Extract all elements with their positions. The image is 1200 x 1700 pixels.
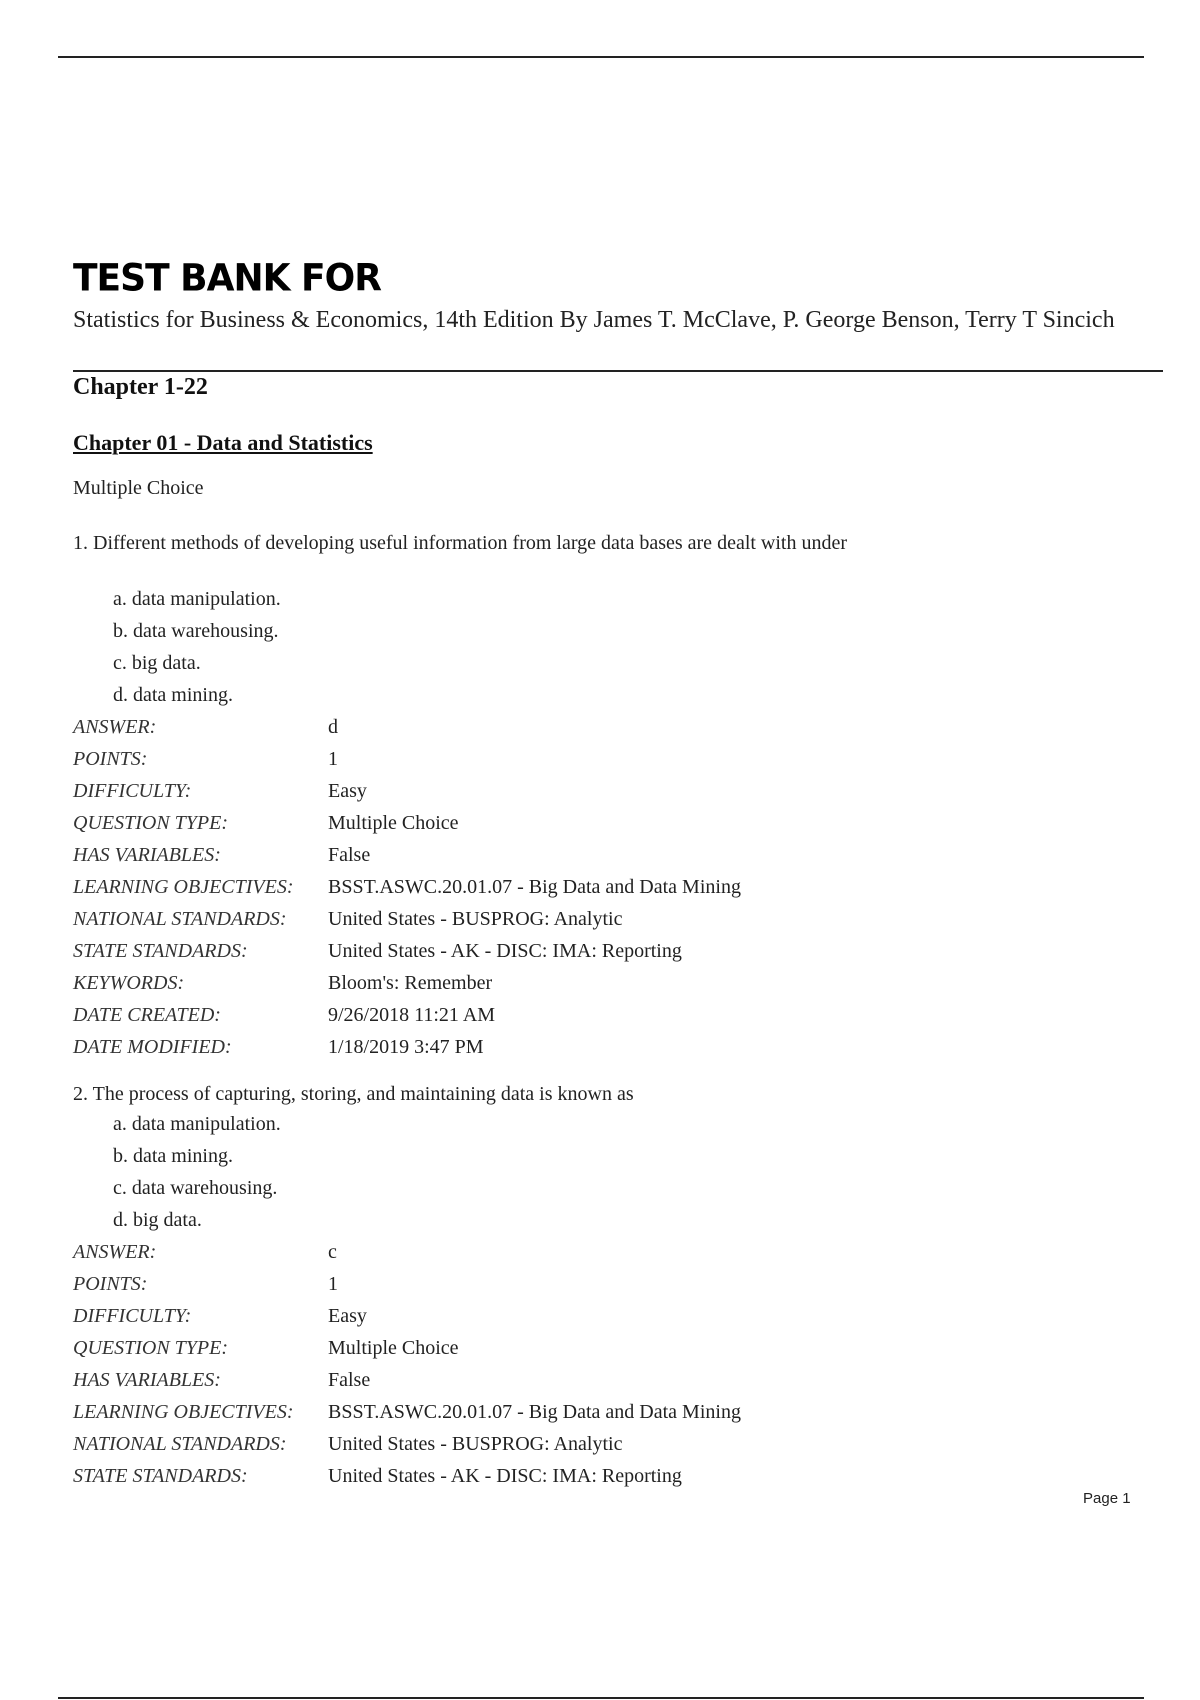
meta-value: 1/18/2019 3:47 PM	[328, 1035, 484, 1058]
meta-value: c	[328, 1240, 337, 1263]
meta-value: Easy	[328, 1304, 367, 1327]
meta-value: United States - AK - DISC: IMA: Reporting	[328, 1464, 682, 1487]
meta-label: QUESTION TYPE:	[73, 1336, 229, 1359]
meta-learning-objectives	[73, 871, 1133, 903]
top-divider	[58, 56, 1144, 58]
meta-label: STATE STANDARDS:	[73, 1464, 248, 1487]
section-type: Multiple Choice	[73, 477, 204, 499]
meta-label: DIFFICULTY:	[73, 779, 192, 802]
meta-value: United States - AK - DISC: IMA: Reporting	[328, 939, 682, 962]
meta-label: HAS VARIABLES:	[73, 1368, 221, 1391]
meta-value: False	[328, 1368, 371, 1391]
header-divider	[73, 370, 1163, 372]
meta-value: False	[328, 843, 371, 866]
meta-difficulty	[73, 1300, 1133, 1332]
meta-points	[73, 743, 1133, 775]
meta-value: Multiple Choice	[328, 1336, 459, 1359]
question-1	[73, 529, 1133, 1063]
meta-national-standards	[73, 903, 1133, 935]
page-number: Page 1	[1083, 1490, 1131, 1507]
meta-answer	[73, 1236, 1133, 1268]
meta-question-type	[73, 807, 1133, 839]
option-a: a. data manipulation.	[113, 588, 281, 610]
meta-state-standards	[73, 935, 1133, 967]
option-b: b. data mining.	[113, 1145, 233, 1167]
question-2	[73, 1080, 1133, 1492]
document-title: TEST BANK FOR	[73, 256, 381, 301]
question-metadata	[73, 1236, 1133, 1492]
meta-has-variables	[73, 839, 1133, 871]
meta-label: POINTS:	[73, 1272, 148, 1295]
meta-label: ANSWER:	[73, 1240, 157, 1263]
chapter-title: Chapter 01 - Data and Statistics	[73, 430, 373, 455]
option-c: c. big data.	[113, 652, 201, 674]
book-subtitle: Statistics for Business & Economics, 14th Edition By James T. McClave, P. George Benson, Terry T Sincich	[73, 307, 1115, 333]
meta-label: STATE STANDARDS:	[73, 939, 248, 962]
meta-label: QUESTION TYPE:	[73, 811, 229, 834]
question-stem: 2. The process of capturing, storing, and maintaining data is known as	[73, 1083, 634, 1105]
meta-value: 1	[328, 747, 338, 770]
meta-date-created	[73, 999, 1133, 1031]
meta-label: DATE CREATED:	[73, 1003, 221, 1026]
meta-points	[73, 1268, 1133, 1300]
option-d: d. big data.	[113, 1209, 202, 1231]
question-stem: 1. Different methods of developing useful information from large data bases are dealt with under	[73, 532, 848, 554]
option-c: c. data warehousing.	[113, 1177, 278, 1199]
meta-label: NATIONAL STANDARDS:	[73, 1432, 287, 1455]
meta-value: BSST.ASWC.20.01.07 - Big Data and Data Mining	[328, 1400, 741, 1423]
option-d: d. data mining.	[113, 684, 233, 706]
meta-question-type	[73, 1332, 1133, 1364]
meta-value: Multiple Choice	[328, 811, 459, 834]
meta-label: DIFFICULTY:	[73, 1304, 192, 1327]
meta-label: POINTS:	[73, 747, 148, 770]
meta-label: HAS VARIABLES:	[73, 843, 221, 866]
meta-state-standards	[73, 1460, 1133, 1492]
meta-value: Bloom's: Remember	[328, 971, 493, 994]
answer-options	[73, 583, 1133, 711]
meta-label: ANSWER:	[73, 715, 157, 738]
option-a: a. data manipulation.	[113, 1113, 281, 1135]
bottom-divider	[58, 1697, 1144, 1699]
meta-value: Easy	[328, 779, 367, 802]
meta-label: LEARNING OBJECTIVES:	[73, 1400, 294, 1423]
meta-value: d	[328, 715, 338, 738]
meta-value: United States - BUSPROG: Analytic	[328, 1432, 623, 1455]
chapter-range: Chapter 1-22	[73, 374, 208, 400]
question-metadata	[73, 711, 1133, 1063]
meta-value: 1	[328, 1272, 338, 1295]
meta-value: BSST.ASWC.20.01.07 - Big Data and Data Mining	[328, 875, 741, 898]
meta-label: KEYWORDS:	[73, 971, 185, 994]
option-b: b. data warehousing.	[113, 620, 279, 642]
meta-label: NATIONAL STANDARDS:	[73, 907, 287, 930]
meta-label: LEARNING OBJECTIVES:	[73, 875, 294, 898]
answer-options	[73, 1108, 1133, 1236]
meta-value: United States - BUSPROG: Analytic	[328, 907, 623, 930]
meta-value: 9/26/2018 11:21 AM	[328, 1003, 496, 1026]
meta-learning-objectives	[73, 1396, 1133, 1428]
meta-has-variables	[73, 1364, 1133, 1396]
meta-answer	[73, 711, 1133, 743]
meta-date-modified	[73, 1031, 1133, 1063]
meta-label: DATE MODIFIED:	[73, 1035, 232, 1058]
meta-difficulty	[73, 775, 1133, 807]
meta-keywords	[73, 967, 1133, 999]
meta-national-standards	[73, 1428, 1133, 1460]
